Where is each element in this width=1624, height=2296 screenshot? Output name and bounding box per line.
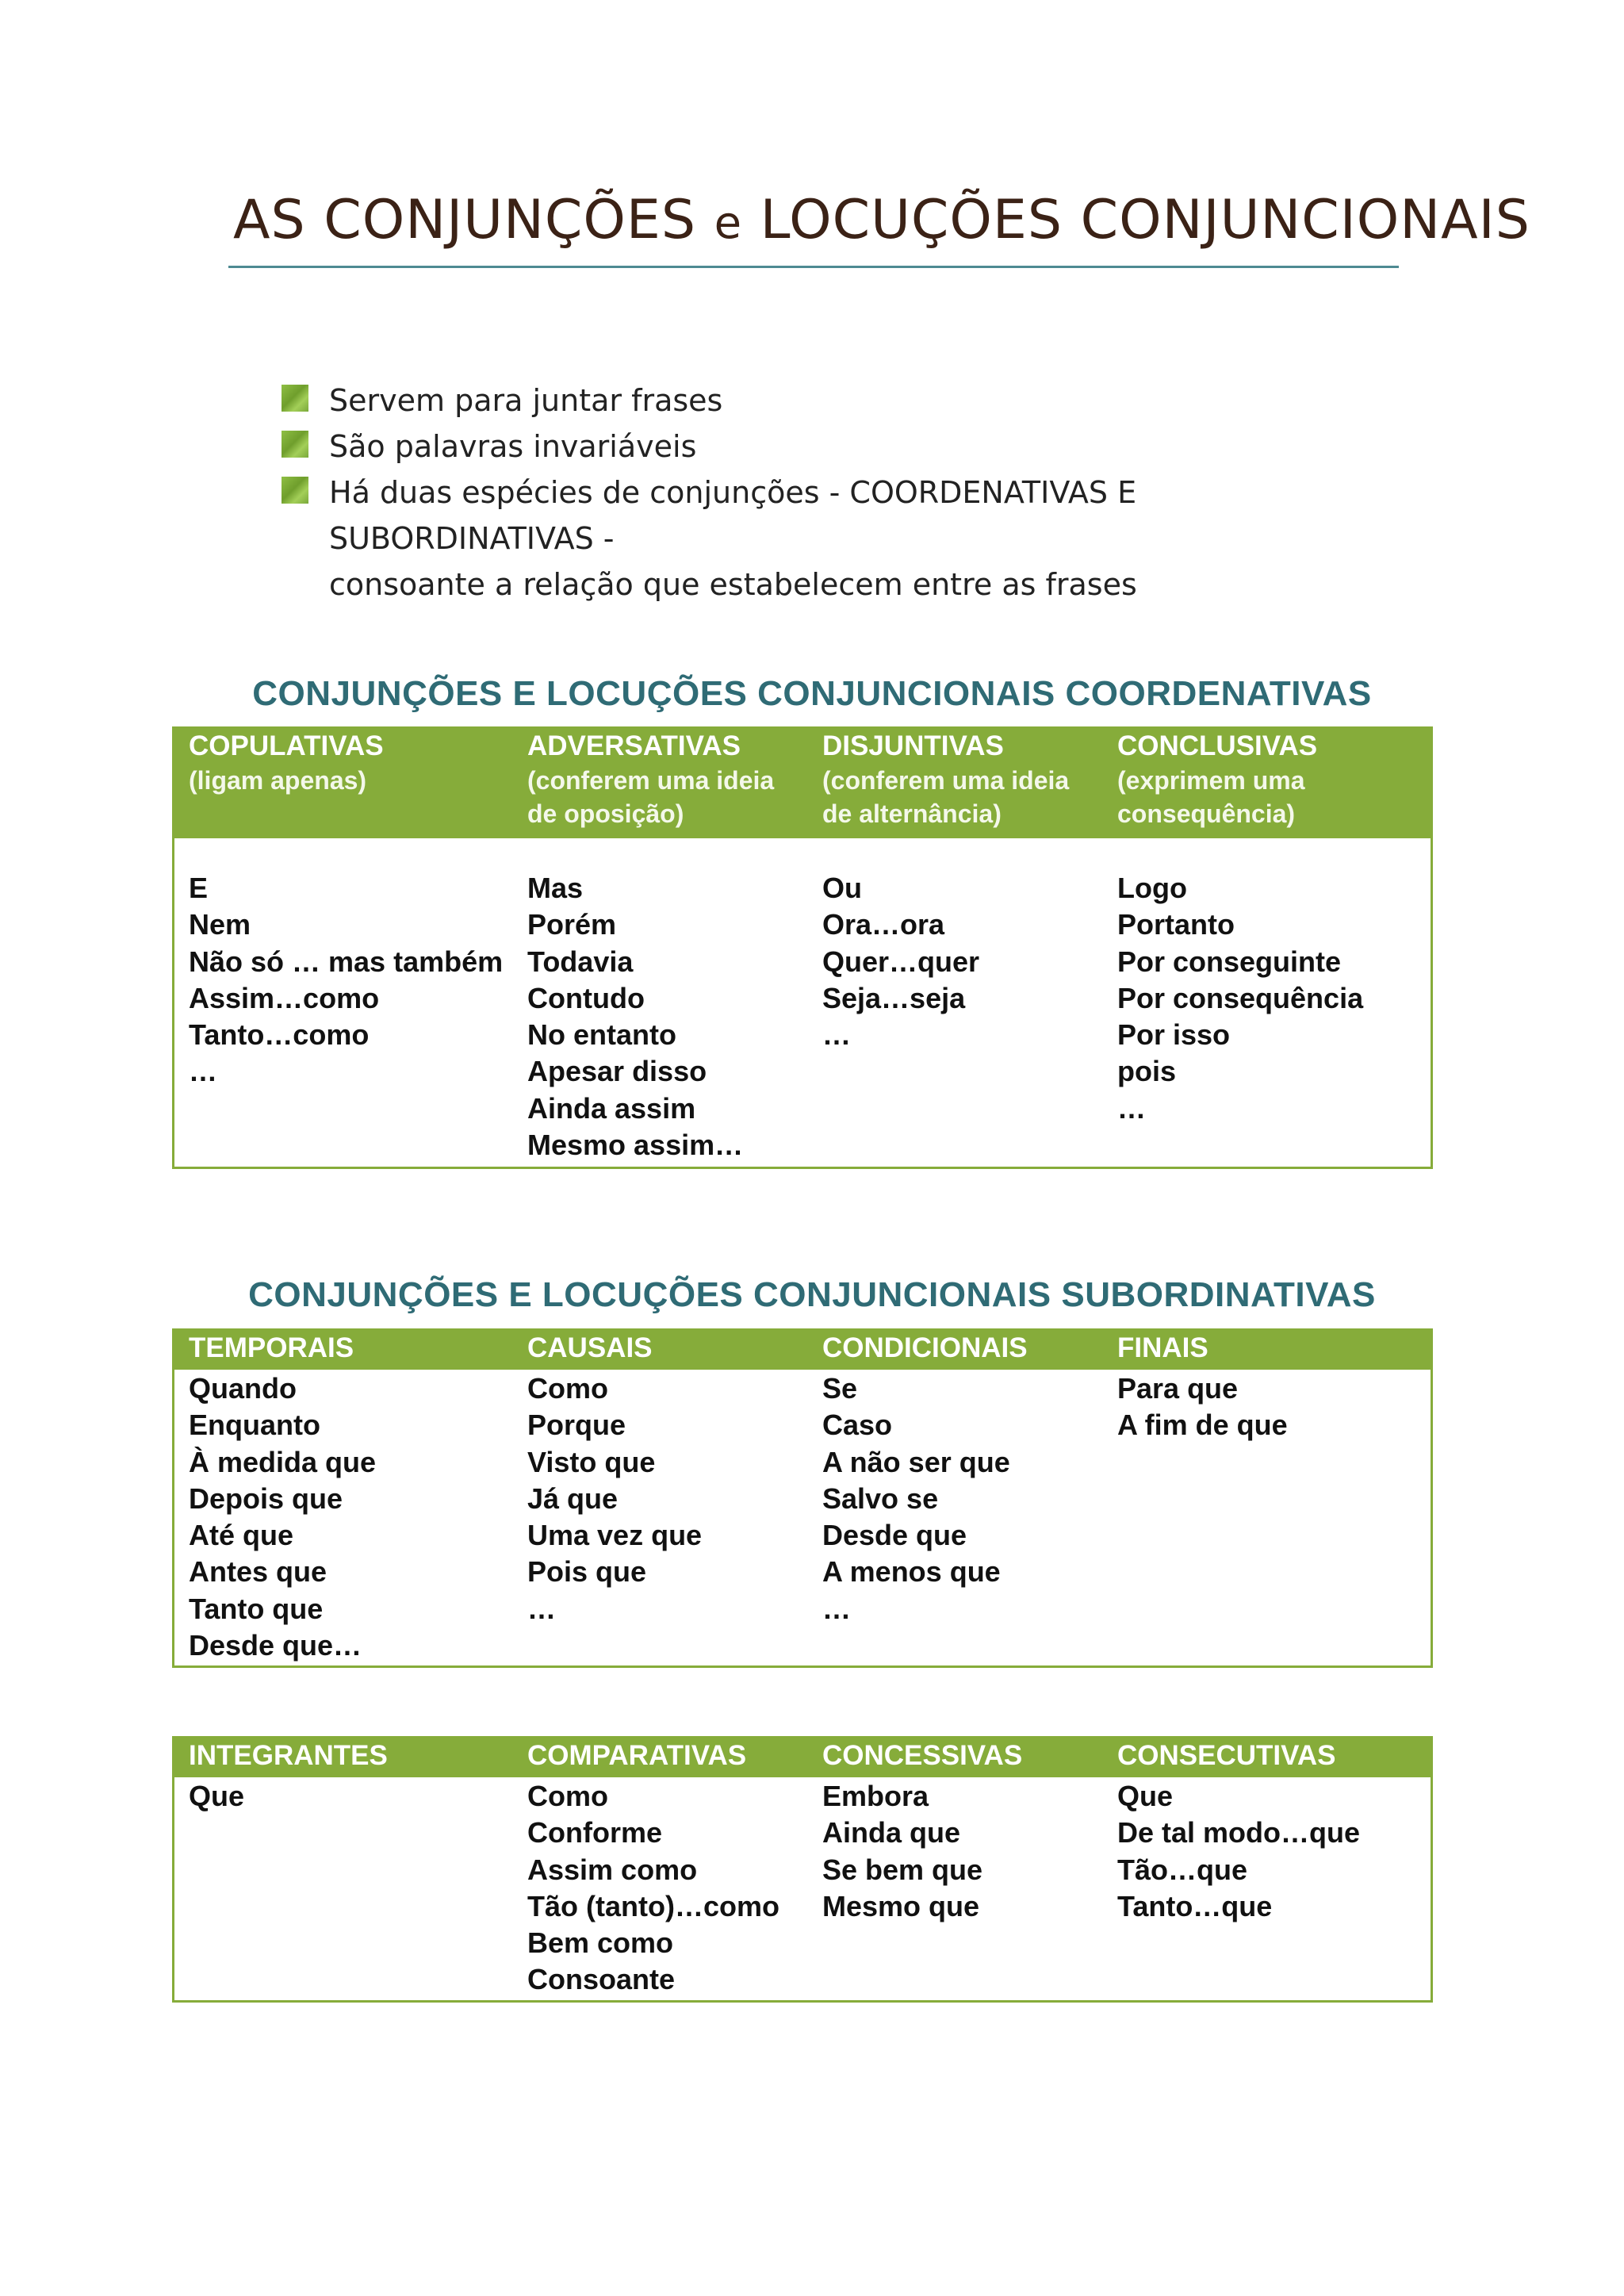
table-header-row [174,1331,1431,1370]
list-item: Tão…que [1117,1853,1248,1886]
table-coordenativas [172,726,1433,1169]
green-square-bullet-icon [282,477,308,504]
list-item: Já que [527,1481,619,1515]
list-item: … [822,1018,851,1052]
list-item: A fim de que [1117,1409,1288,1442]
list-item: A menos que [822,1555,1001,1589]
intro-bullet-list [282,378,1392,608]
list-item: Por conseguinte [1117,945,1342,978]
column-consecutivas [1117,1778,1360,1925]
list-item: Mas [527,872,584,904]
table-subordinativas-2 [172,1736,1433,2003]
header-condicionais: CONDICIONAIS [822,1332,1028,1363]
list-item: Porque [527,1409,626,1442]
list-item: Enquanto [189,1409,320,1442]
list-item: Salvo se [822,1481,939,1515]
column-causais [527,1370,702,1627]
list-item: Desde que… [189,1629,362,1662]
list-item: … [1117,1091,1146,1125]
section-title-subordinativas: CONJUNÇÕES E LOCUÇÕES CONJUNCIONAIS SUBORDINATIVAS [248,1275,1376,1314]
column-integrantes [189,1778,244,1815]
table-header-row [174,729,1431,838]
list-item: Tanto…como [189,1018,370,1052]
title-underline [228,266,1399,268]
list-item: Assim…como [189,981,380,1014]
list-item: Por isso [1117,1018,1231,1052]
list-item: Se bem que [822,1853,983,1886]
header-integrantes: INTEGRANTES [189,1740,388,1771]
list-item: Mesmo que [822,1889,980,1922]
list-item: Antes que [189,1555,327,1589]
list-item: Uma vez que [527,1519,703,1552]
list-item: Visto que [527,1445,656,1478]
list-item: Não só … mas também [189,945,504,978]
column-temporais [189,1370,376,1664]
green-square-bullet-icon [282,385,308,412]
list-item: Tão (tanto)…como [527,1889,779,1922]
header-finais: FINAIS [1117,1332,1208,1363]
header-consecutivas: CONSECUTIVAS [1117,1740,1336,1771]
header-adversativas: ADVERSATIVAS (conferem uma ideia de oposição) [527,730,775,828]
column-conclusivas [1117,870,1363,1127]
page-title: AS CONJUNÇÕES e LOCUÇÕES CONJUNCIONAIS [233,189,1530,251]
list-item: Nem [189,908,251,941]
list-item: Bem como [527,1926,674,1960]
header-temporais: TEMPORAIS [189,1332,354,1363]
list-item: Pois que [527,1555,647,1589]
list-item: Quando [189,1372,297,1405]
list-item: … [527,1592,556,1625]
list-item: Consoante [527,1963,676,1996]
column-condicionais [822,1370,1010,1627]
header-disjuntivas: DISJUNTIVAS (conferem uma ideia de alternância) [822,730,1070,828]
header-concessivas: CONCESSIVAS [822,1740,1023,1771]
bullet-item: São palavras invariáveis [282,424,1392,470]
list-item: Tanto…que [1117,1889,1273,1922]
list-item: Como [527,1372,608,1405]
list-item: A não ser que [822,1445,1010,1478]
table-subordinativas-1 [172,1328,1433,1668]
list-item: Embora [822,1780,929,1812]
list-item: Mesmo assim… [527,1129,744,1162]
list-item: Porém [527,908,617,941]
green-square-bullet-icon [282,431,308,458]
bullet-item: Há duas espécies de conjunções - COORDENATIVAS E SUBORDINATIVAS - consoante a relação que estabelecem entre as frases [282,470,1392,608]
list-item: Apesar disso [527,1055,707,1088]
header-causais: CAUSAIS [527,1332,653,1363]
list-item: Ou [822,872,862,904]
header-copulativas: COPULATIVAS (ligam apenas) [189,730,384,795]
list-item: Por consequência [1117,981,1364,1014]
list-item: Quer…quer [822,945,980,978]
table-header-row [174,1738,1431,1777]
list-item: Conforme [527,1816,662,1849]
list-item: Ainda que [822,1816,961,1849]
list-item: Contudo [527,981,645,1014]
list-item: Se [822,1372,858,1405]
header-conclusivas: CONCLUSIVAS (exprimem uma consequência) [1117,730,1318,828]
list-item: No entanto [527,1018,676,1052]
column-finais [1117,1370,1288,1444]
list-item: … [822,1592,851,1625]
list-item: Ainda assim [527,1091,696,1125]
list-item: Assim como [527,1853,698,1886]
list-item: … [189,1055,217,1088]
header-comparativas: COMPARATIVAS [527,1740,747,1771]
list-item: Como [527,1780,608,1812]
list-item: Que [189,1780,245,1812]
list-item: Ora…ora [822,908,945,941]
section-title-coordenativas: CONJUNÇÕES E LOCUÇÕES CONJUNCIONAIS COORDENATIVAS [252,674,1372,713]
list-item: De tal modo…que [1117,1816,1361,1849]
column-adversativas [527,870,743,1163]
list-item: Para que [1117,1372,1239,1405]
list-item: Tanto que [189,1592,324,1625]
column-copulativas [189,870,503,1091]
list-item: Seja…seja [822,981,966,1014]
list-item: Depois que [189,1481,343,1515]
list-item: Todavia [527,945,634,978]
list-item: À medida que [189,1445,377,1478]
list-item: E [189,872,209,904]
bullet-item: Servem para juntar frases [282,378,1392,424]
list-item: Desde que [822,1519,967,1552]
list-item: pois [1117,1055,1177,1088]
list-item: Até que [189,1519,294,1552]
list-item: Logo [1117,872,1187,904]
column-disjuntivas [822,870,979,1053]
list-item: Portanto [1117,908,1235,941]
list-item: Que [1117,1780,1174,1812]
column-concessivas [822,1778,982,1925]
list-item: Caso [822,1409,893,1442]
column-comparativas [527,1778,779,1999]
